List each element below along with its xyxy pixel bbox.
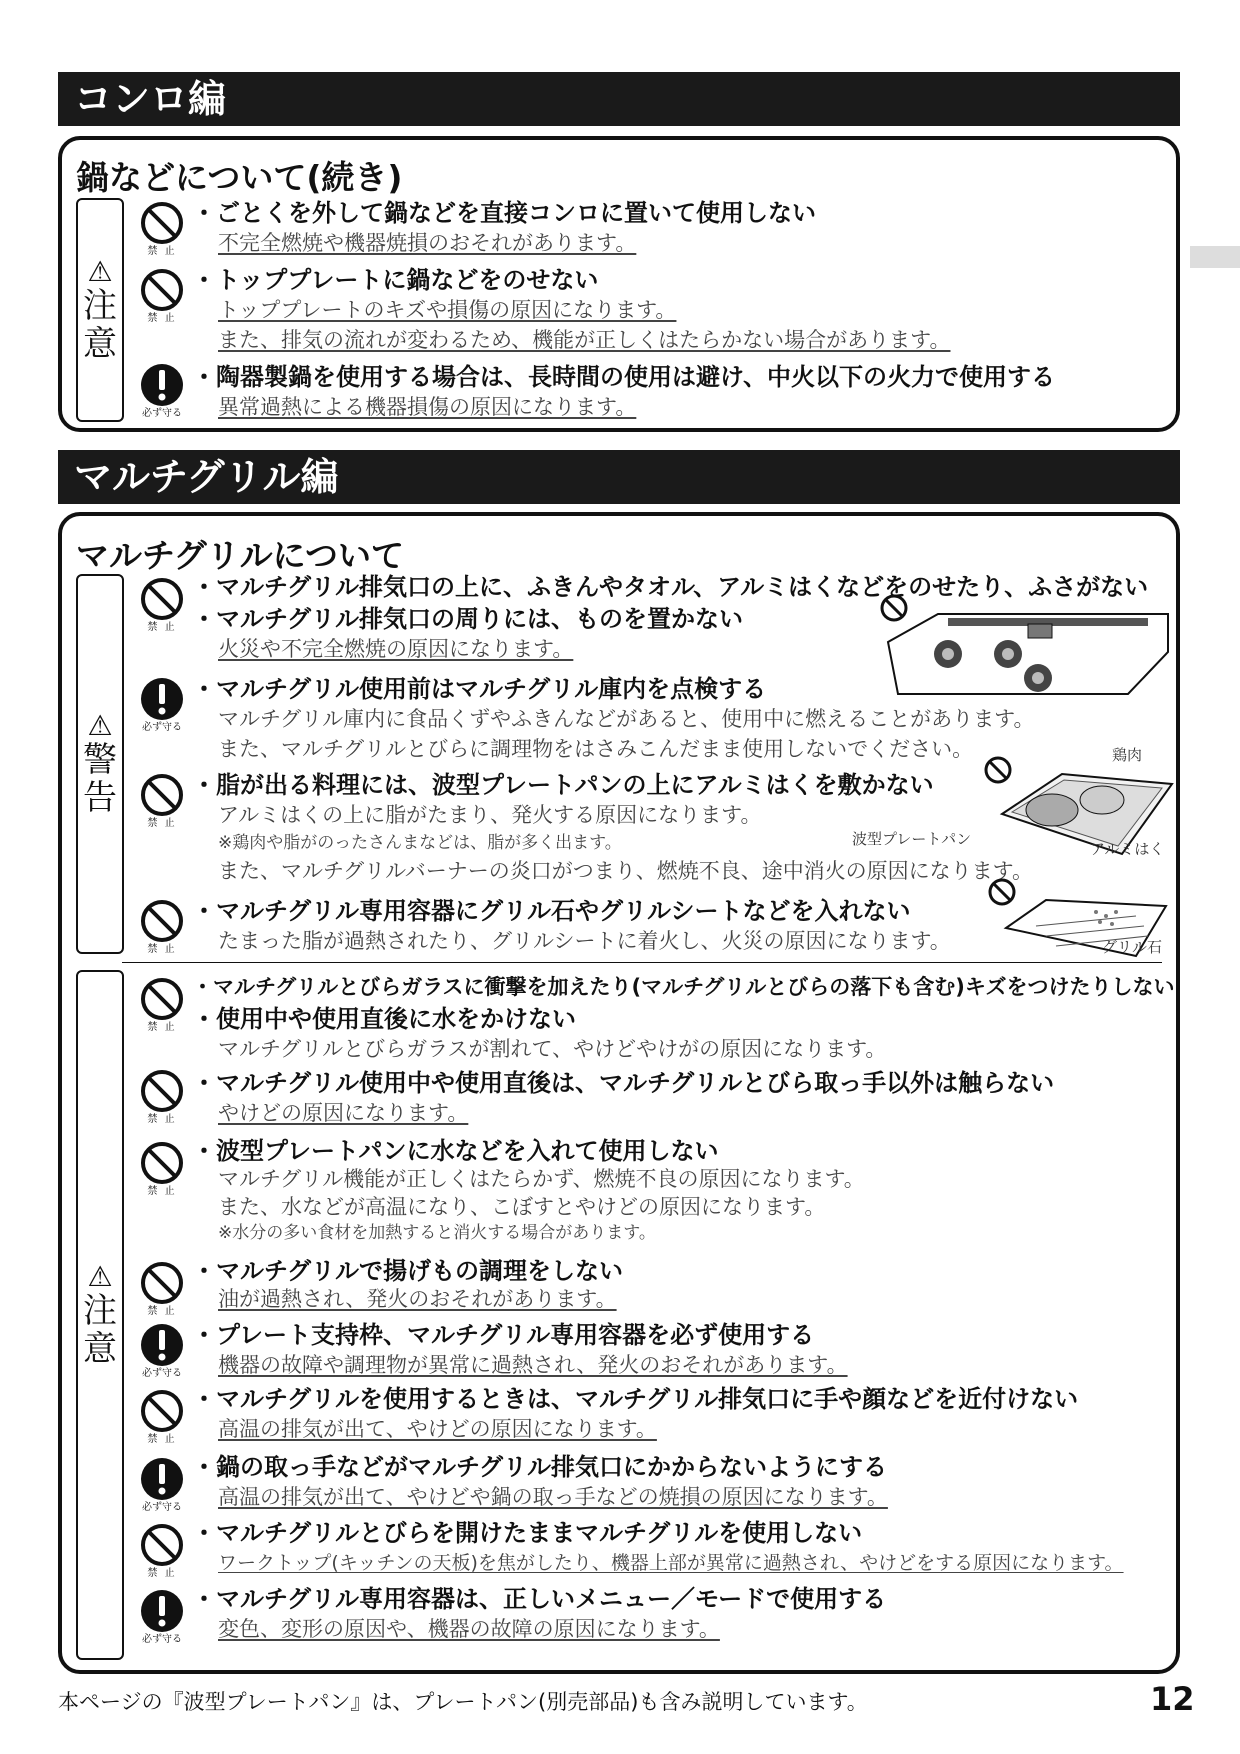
prohibited-icon: 禁 止	[132, 1068, 192, 1126]
mandatory-icon: 必ず守る	[132, 1456, 192, 1514]
item-main: ・ トッププレートに鍋などをのせない	[192, 265, 598, 295]
item-sub: また、水などが高温になり、こぼすとやけどの原因になります。	[218, 1195, 826, 1219]
box-title: 鍋などについて(続き)	[76, 158, 403, 197]
prohibited-icon: 禁 止	[132, 1140, 192, 1198]
prohibited-icon: 禁 止	[132, 976, 192, 1034]
prohibited-icon: 禁 止	[132, 1388, 192, 1446]
warning-triangle-icon: ⚠	[87, 709, 113, 742]
item-sub: 火災や不完全燃焼の原因になります。	[218, 637, 574, 661]
item-main: ・ 陶器製鍋を使用する場合は、長時間の使用は避け、中火以下の火力で使用する	[192, 362, 1055, 392]
mandatory-icon: 必ず守る	[132, 676, 192, 734]
mandatory-icon: 必ず守る	[132, 362, 192, 420]
item-sub: また、マルチグリルバーナーの炎口がつまり、燃焼不良、途中消火の原因になります。	[218, 859, 1034, 883]
item-main: ・ マルチグリルで揚げもの調理をしない	[192, 1256, 623, 1286]
prohibited-icon: 禁 止	[132, 898, 192, 956]
caution-tag: ⚠ 注 意	[76, 198, 124, 422]
item-note: ※鶏肉や脂がのったさんまなどは、脂が多く出ます。	[218, 833, 622, 853]
item-main: ・ プレート支持枠、マルチグリル専用容器を必ず使用する	[192, 1320, 814, 1350]
section-header-grill: マルチグリル編	[58, 450, 1180, 504]
item-main: ・ マルチグリル使用中や使用直後は、マルチグリルとびら取っ手以外は触らない	[192, 1068, 1054, 1098]
figure-label-pan: 波型プレートパン	[852, 830, 972, 848]
item-sub: 不完全燃焼や機器焼損のおそれがあります。	[218, 231, 637, 255]
item-sub: また、マルチグリルとびらに調理物をはさみこんだまま使用しないでください。	[218, 737, 974, 761]
prohibited-icon: 禁 止	[132, 267, 192, 325]
item-sub: 油が過熱され、発火のおそれがあります。	[218, 1287, 617, 1311]
prohibited-icon: 禁 止	[132, 200, 192, 258]
item-main: ・ 鍋の取っ手などがマルチグリル排気口にかからないようにする	[192, 1452, 887, 1482]
prohibited-icon: 禁 止	[132, 1522, 192, 1580]
item-sub: 変色、変形の原因や、機器の故障の原因になります。	[218, 1617, 720, 1641]
caution-box-pots	[58, 136, 1180, 432]
item-sub: また、排気の流れが変わるため、機能が正しくはたらかない場合があります。	[218, 328, 951, 352]
warning-triangle-icon: ⚠	[87, 255, 113, 288]
item-main: ・ 脂が出る料理には、波型プレートパンの上にアルミはくを敷かない	[192, 770, 934, 800]
mandatory-icon: 必ず守る	[132, 1322, 192, 1380]
item-main: ・ マルチグリル使用前はマルチグリル庫内を点検する	[192, 674, 766, 704]
cooktop-illustration	[878, 594, 1178, 704]
side-index-tab	[1190, 246, 1240, 268]
mandatory-icon: 必ず守る	[132, 1588, 192, 1646]
prohibited-icon: 禁 止	[132, 576, 192, 634]
item-main: ・ マルチグリルとびらを開けたままマルチグリルを使用しない	[192, 1518, 862, 1548]
item-main: ・ 波型プレートパンに水などを入れて使用しない	[192, 1136, 719, 1166]
item-main: ・ マルチグリル専用容器にグリル石やグリルシートなどを入れない	[192, 896, 910, 926]
item-main: ・ マルチグリル専用容器は、正しいメニュー／モードで使用する	[192, 1584, 886, 1614]
prohibited-icon: 禁 止	[132, 772, 192, 830]
item-main: ・ マルチグリル排気口の周りには、ものを置かない	[192, 604, 743, 634]
warning-triangle-icon: ⚠	[87, 1260, 113, 1293]
section-divider	[122, 962, 1162, 963]
item-sub: マルチグリル庫内に食品くずやふきんなどがあると、使用中に燃えることがあります。	[218, 707, 1035, 731]
item-sub: 高温の排気が出て、やけどや鍋の取っ手などの焼損の原因になります。	[218, 1485, 888, 1509]
item-main: ・ ごとくを外して鍋などを直接コンロに置いて使用しない	[192, 198, 816, 228]
item-sub: やけどの原因になります。	[218, 1101, 469, 1125]
caution-tag: ⚠ 注 意	[76, 970, 124, 1660]
figure-label-chicken: 鶏肉	[1112, 746, 1143, 764]
item-sub: 機器の故障や調理物が異常に過熱され、発火のおそれがあります。	[218, 1353, 848, 1377]
item-main: ・ 使用中や使用直後に水をかけない	[192, 1004, 576, 1034]
item-sub: 高温の排気が出て、やけどの原因になります。	[218, 1417, 657, 1441]
figure-label-foil: アルミはく	[1090, 840, 1165, 858]
footnote: 本ページの『波型プレートパン』は、プレートパン(別売部品)も含み説明しています。	[58, 1690, 868, 1714]
item-main: ・ マルチグリル排気口の上に、ふきんやタオル、アルミはくなどをのせたり、ふさがない	[192, 572, 1148, 602]
item-sub: マルチグリルとびらガラスが割れて、やけどやけがの原因になります。	[218, 1037, 887, 1061]
item-sub: マルチグリル機能が正しくはたらかず、燃焼不良の原因になります。	[218, 1167, 865, 1191]
item-main: ・ マルチグリルを使用するときは、マルチグリル排気口に手や顔などを近付けない	[192, 1384, 1078, 1414]
warning-tag: ⚠ 警 告	[76, 574, 124, 954]
caution-box-grill	[58, 512, 1180, 1674]
item-sub: アルミはくの上に脂がたまり、発火する原因になります。	[218, 803, 762, 827]
figure-label-stone: グリル石	[1102, 938, 1163, 956]
box-title: マルチグリルについて	[76, 536, 405, 575]
section-header-konro: コンロ編	[58, 72, 1180, 126]
item-sub: たまった脂が過熱されたり、グリルシートに着火し、火災の原因になります。	[218, 929, 951, 953]
item-note: ※水分の多い食材を加熱すると消火する場合があります。	[218, 1223, 656, 1243]
item-main: ・ マルチグリルとびらガラスに衝撃を加えたり(マルチグリルとびらの落下も含む)キズをつけたりしない	[192, 972, 1174, 1002]
prohibited-icon: 禁 止	[132, 1260, 192, 1318]
item-sub: ワークトップ(キッチンの天板)を焦がしたり、機器上部が異常に過熱され、やけどをする原因になります。	[218, 1552, 1124, 1574]
page-number: 12	[1150, 1680, 1195, 1718]
item-sub: トッププレートのキズや損傷の原因になります。	[218, 298, 677, 322]
item-sub: 異常過熱による機器損傷の原因になります。	[218, 395, 637, 419]
